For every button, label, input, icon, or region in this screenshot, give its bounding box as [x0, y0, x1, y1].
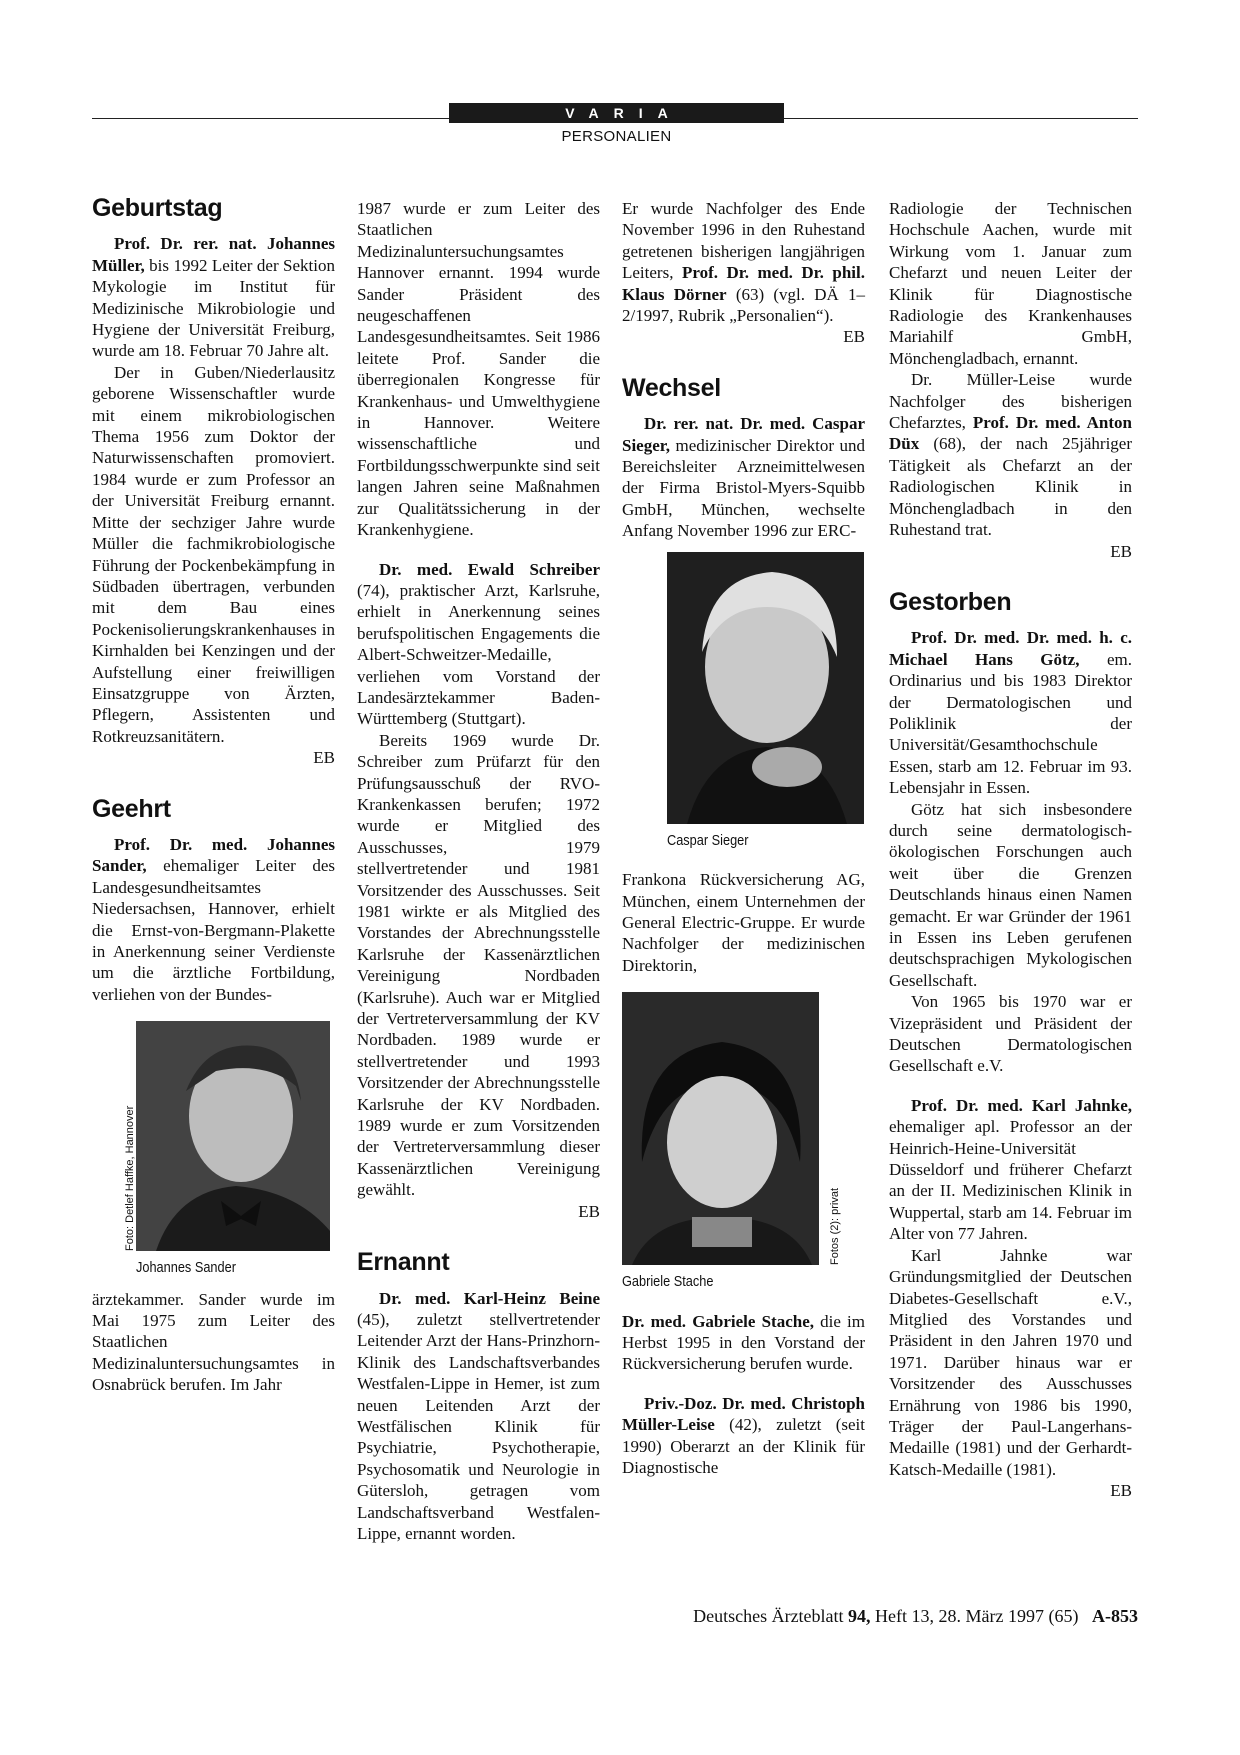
heading-geburtstag: Geburtstag [92, 194, 223, 222]
signature: EB [1110, 541, 1132, 561]
paragraph: Dr. med. Gabriele Stache, die im Herbst 1995 in den Vorstand der Rückversicherung berufen wurde. [622, 1311, 865, 1374]
column-2 [357, 198, 600, 1544]
section-subtitle: PERSONALIEN [561, 128, 672, 145]
column-3 [622, 198, 865, 1478]
signature: EB [843, 327, 865, 347]
column-4 [889, 198, 1132, 1502]
paragraph: Dr. rer. nat. Dr. med. Caspar Sieger, medizinischer Direktor und Bereichsleiter Arzneimittelwesen der Firma Bristol-Myers-Squibb GmbH, München, wechselte Anfang November 1996 zur ERC- [622, 414, 865, 541]
paragraph: Er wurde Nachfolger des Ende November 1996 in den Ruhestand getretenen bisherigen langjährigen Leiters, Prof. Dr. med. Dr. phil. Klaus Dörner (63) (vgl. DÄ 1–2/1997, Rubrik „Personalien“). EB [622, 199, 866, 347]
paragraph: Dr. med. Karl-Heinz Beine (45), zuletzt stellvertretender Leitender Arzt der Hans-Prinzhorn-Klinik des Landschaftsverbandes Westfalen-Lippe in Hemer, ist zum neuen Leitenden Arzt der Westfälischen Klinik für Psychiatrie, Psychotherapie, Psychosomatik und Neurologie in Gütersloh, getragen vom Landschaftsverband Westfalen-Lippe, ernannt worden. [357, 1288, 600, 1543]
heading-geehrt: Geehrt [92, 794, 171, 823]
photo-credit: Fotos (2): privat [829, 1188, 841, 1266]
paragraph: Prof. Dr. rer. nat. Johannes Müller, bis 1992 Leiter der Sektion Mykologie im Institut für Medizinische Mikrobiologie und Hygiene der Universität Freiburg, wurde am 18. Februar 70 Jahre alt. [92, 234, 335, 361]
page-footer [693, 1606, 1138, 1627]
paragraph: Karl Jahnke war Gründungsmitglied der Deutschen Diabetes-Gesellschaft e.V., Mitglied des Vorstandes und Präsident in den Jahren 1970 und 1971. Darüber hinaus war er Vorsitzender des Ausschusses Ernährung von 1986 bis 1990, Träger der Paul-Langerhans-Medaille (1981) und der Gerhardt-Katsch-Medaille (1981). EB [889, 1245, 1132, 1501]
signature: EB [578, 1201, 600, 1221]
portrait-image [622, 992, 819, 1265]
photo-sander-figure [124, 1021, 330, 1278]
journal-name: Deutsches Ärzteblatt [693, 1606, 849, 1626]
page-number: A-853 [1092, 1606, 1138, 1626]
photo-credit: Foto: Detlef Haffke, Hannover [124, 1105, 136, 1252]
paragraph: 1987 wurde er zum Leiter des Staatlichen Medizinaluntersuchungsamtes Hannover ernannt. 1994 wurde Sander Präsident des neugeschaffenen Landesgesundheitsamtes. Seit 1986 leitete Prof. Sander die überregionalen Kongresse für Krankenhaus- und Umwelthygiene in Hannover. Weitere wissenschaftliche und Fortbildungsschwerpunkte sind seit langen Jahren seine Maßnahmen zur Qualitätssicherung in der Krankenhygiene. [357, 199, 600, 540]
heading-wechsel: Wechsel [622, 373, 721, 402]
paragraph: Von 1965 bis 1970 war er Vizepräsident und Präsident der Deutschen Dermatologischen Gesellschaft e.V. [889, 992, 1132, 1076]
paragraph: ärztekammer. Sander wurde im Mai 1975 zum Leiter des Staatlichen Medizinaluntersuchungsamtes in Osnabrück berufen. Im Jahr [92, 1289, 335, 1395]
heading-ernannt: Ernannt [357, 1248, 450, 1277]
paragraph: Radiologie der Technischen Hochschule Aachen, wurde mit Wirkung vom 1. Januar zum Chefarzt und neuen Leiter der Klinik für Diagnostische Radiologie des Krankenhauses Mariahilf GmbH, Mönchengladbach, ernannt. [889, 199, 1132, 368]
portrait-image [667, 552, 864, 824]
photo-caption: Caspar Sieger [667, 831, 749, 849]
photo-caption: Johannes Sander [136, 1259, 236, 1277]
portrait-image [136, 1021, 330, 1251]
photo-gabriele-stache [622, 992, 819, 1265]
paragraph: Dr. med. Ewald Schreiber (74), praktischer Arzt, Karlsruhe, erhielt in Anerkennung seines berufspolitischen Engagements die Albert-Schweitzer-Medaille, verliehen vom Vorstand der Landesärztekammer Baden-Württemberg (Stuttgart). [357, 559, 600, 729]
journal-volume: 94, [848, 1606, 871, 1626]
paragraph: Götz hat sich insbesondere durch seine dermatologisch-ökologischen Forschungen auch weit über die Grenzen Deutschlands hinaus einen Namen gemacht. Er war Gründer der 1961 in Essen ins Leben gerufenen deutschsprachigen Mykologischen Gesellschaft. [889, 799, 1132, 990]
paragraph: Bereits 1969 wurde Dr. Schreiber zum Prüfarzt für den Prüfungsausschuß der RVO-Krankenkassen berufen; 1972 wurde er Mitglied des Ausschusses, 1979 stellvertretender und 1981 Vorsitzender des Ausschusses. Seit 1981 wirkte er als Mitglied des Vorstandes der Abrechnungsstelle Karlsruhe der Kassenärztlichen Vereinigung Nordbaden (Karlsruhe). Auch war er Mitglied der Vertreterversammlung der KV Nordbaden. 1989 wurde er stellvertretender und 1993 Vorsitzender der Abrechnungsstelle Karlsruhe der KV Nordbaden. 1989 wurde er zum Vorsitzenden der Vertreterversammlung dieser Kassenärztlichen Vereinigung gewählt. EB [357, 730, 600, 1221]
paragraph: Prof. Dr. med. Dr. med. h. c. Michael Hans Götz, em. Ordinarius und bis 1983 Direktor der Dermatologischen und Poliklinik der Universität/Gesamthochschule Essen, starb am 12. Februar im 93. Lebensjahr in Essen. [889, 628, 1132, 798]
signature: EB [313, 748, 335, 768]
photo-caption: Gabriele Stache [622, 1273, 714, 1291]
column-1 [92, 194, 335, 1396]
signature: EB [1110, 1481, 1132, 1501]
paragraph: Frankona Rückversicherung AG, München, einem Unternehmen der General Electric-Gruppe. Er wurde Nachfolger der medizinischen Direktorin, [622, 870, 865, 975]
photo-sieger-figure [667, 552, 864, 851]
photo-johannes-sander [136, 1021, 330, 1251]
photo-stache-figure [622, 992, 841, 1292]
paragraph: Prof. Dr. med. Karl Jahnke, ehemaliger apl. Professor an der Heinrich-Heine-Universität Düsseldorf und früherer Chefarzt an der II. Medizinischen Klinik in Wuppertal, starb am 14. Februar im Alter von 77 Jahren. [889, 1095, 1132, 1244]
paragraph: Prof. Dr. med. Johannes Sander, ehemaliger Leiter des Landesgesundheitsamtes Niedersachsen, Hannover, erhielt die Ernst-von-Bergmann-Plakette in Anerkennung seiner Verdienste um die ärztliche Fortbildung, verliehen von der Bundes- [92, 834, 335, 1004]
paragraph: Priv.-Doz. Dr. med. Christoph Müller-Leise (42), zuletzt (seit 1990) Oberarzt an der Klinik für Diagnostische [622, 1393, 865, 1477]
journal-issue: Heft 13, 28. März 1997 (65) [870, 1606, 1079, 1626]
paragraph: Dr. Müller-Leise wurde Nachfolger des bisherigen Chefarztes, Prof. Dr. med. Anton Düx (68), der nach 25jähriger Tätigkeit als Chefarzt an der Radiologischen Klinik in Mönchengladbach in den Ruhestand trat. EB [889, 370, 1132, 561]
paragraph: Der in Guben/Niederlausitz geborene Wissenschaftler wurde mit einem mikrobiologischen Thema 1956 zum Doktor der Naturwissenschaften promoviert. 1984 wurde er zum Professor an der Universität Freiburg ernannt. Mitte der sechziger Jahre wurde Müller die fachmikrobiologische Führung der Pockenbekämpfung in Südbaden übertragen, verbunden mit dem Bau eines Pockenisolierungskrankenhauses in Kirnhalden bei Kenzingen und der Aufstellung einer freiwilligen Einsatzgruppe von Ärzten, Pflegern, Assistenten und Rotkreuzsanitätern. EB [92, 362, 335, 768]
section-banner: VARIA [449, 103, 784, 123]
photo-caspar-sieger [667, 552, 864, 824]
heading-gestorben: Gestorben [889, 587, 1012, 616]
